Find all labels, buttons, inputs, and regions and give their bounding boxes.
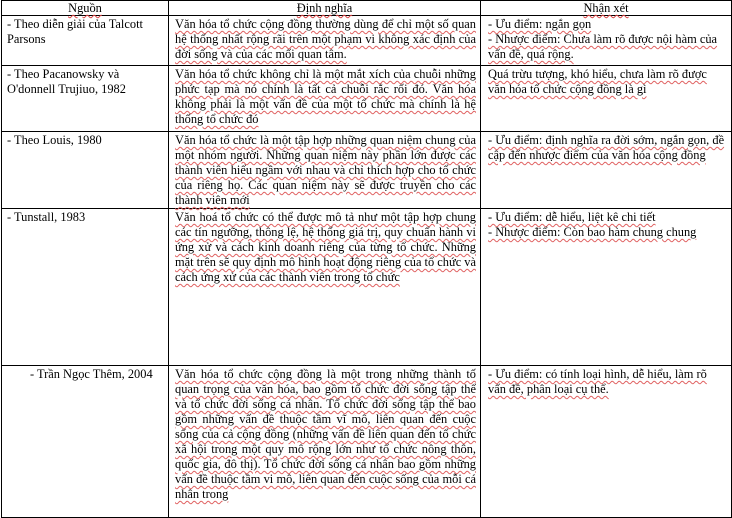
source-cell: - Theo Louis, 1980 <box>2 132 169 209</box>
source-cell: - Theo diễn giải của Talcott Parsons <box>2 16 169 66</box>
source-cell: - Tunstall, 1983 <box>2 209 169 366</box>
remarks-cell <box>481 209 732 366</box>
table-row <box>2 209 732 366</box>
comparison-table <box>1 0 732 518</box>
remark-item: Quá trừu tượng, khó hiểu, chưa làm rõ được văn hóa tổ chức cộng đồng là gì <box>488 67 707 96</box>
table-row <box>2 132 732 209</box>
source-cell: - Trần Ngọc Thêm, 2004 <box>2 366 169 518</box>
remark-item: - Ưu điểm: định nghĩa ra đời sớm, ngắn gọn, đề cập đến nhược điểm của văn hóa cộng đồng <box>488 133 725 162</box>
definition-cell: Văn hóa tổ chức cộng đồng thường dùng để chỉ một số quan hệ thống nhất rộng rãi trên một phạm vi không xác định của đời sống và của các mối quan tâm. <box>169 16 481 66</box>
remark-item: - Ưu điểm: ngắn gọn <box>488 17 592 31</box>
table-row <box>2 366 732 518</box>
remark-item: - Ưu điểm: dễ hiểu, liệt kê chi tiết <box>488 210 656 224</box>
definition-cell: Văn hóa tổ chức không chỉ là một mắt xích của chuỗi những phức tạp mà nó chính là tất cả chuỗi rắc rối đó. Văn hóa không phải là một vấn đề của một tổ chức mà chính là hệ thống tổ chức đó <box>169 66 481 132</box>
definition-cell: Văn hoá tổ chức có thể được mô tả như một tập hợp chung các tín ngưỡng, thông lệ, hệ thống giá trị, quy chuẩn hành vi ứng xử và cách kinh doanh riêng của từng tổ chức. Những mặt trên sẽ quy định mô hình hoạt động riêng của tổ chức và cách ứng xử của các thành viên trong tổ chức <box>169 209 481 366</box>
remarks-cell <box>481 66 732 132</box>
header-row <box>2 1 732 16</box>
table-row <box>2 16 732 66</box>
remark-item: - Nhược điểm: Còn bao hàm chung chung <box>488 225 697 239</box>
remark-item: - Ưu điểm: có tính loại hình, dễ hiểu, làm rõ vấn đề, phân loại cụ thể. <box>488 367 707 396</box>
header-source: Nguồn <box>2 1 169 16</box>
remarks-cell <box>481 366 732 518</box>
remark-item: - Nhược điểm: Chưa làm rõ được nội hàm của vấn đề, quá rộng. <box>488 32 718 61</box>
definition-cell: Văn hóa tổ chức là một tập hợp những quan niệm chung của một nhóm người. Những quan niệm này phần lớn được các thành viên hiểu ngầm với nhau và chỉ thích hợp cho tổ chức của riêng họ. Các quan niệm này sẽ được truyền cho các thành viên mới <box>169 132 481 209</box>
remarks-cell <box>481 16 732 66</box>
header-remarks: Nhận xét <box>481 1 732 16</box>
header-definition: Định nghĩa <box>169 1 481 16</box>
remarks-cell <box>481 132 732 209</box>
source-cell: - Theo Pacanowsky và O'donnell Trujiuo, 1982 <box>2 66 169 132</box>
table-row <box>2 66 732 132</box>
definition-cell: Văn hóa tổ chức cộng đồng là một trong những thành tố quan trọng của văn hóa, bao gồm tổ chức đời sống tập thể và tổ chức đời sống cá nhân. Tổ chức đời sống tập thể bao gồm những vấn đề thuộc tầm vĩ mô, liên quan đến cuộc sống của cả cộng đồng (những vấn đề liên quan đến tổ chức xã hội trong một quy mô rộng lớn như tổ chức nông thôn, quốc gia, đô thị). Tổ chức đời sống cá nhân bao gồm những vấn đề thuộc tầm vi mô, liên quan đến cuộc sống của mỗi cá nhân trong <box>169 366 481 518</box>
